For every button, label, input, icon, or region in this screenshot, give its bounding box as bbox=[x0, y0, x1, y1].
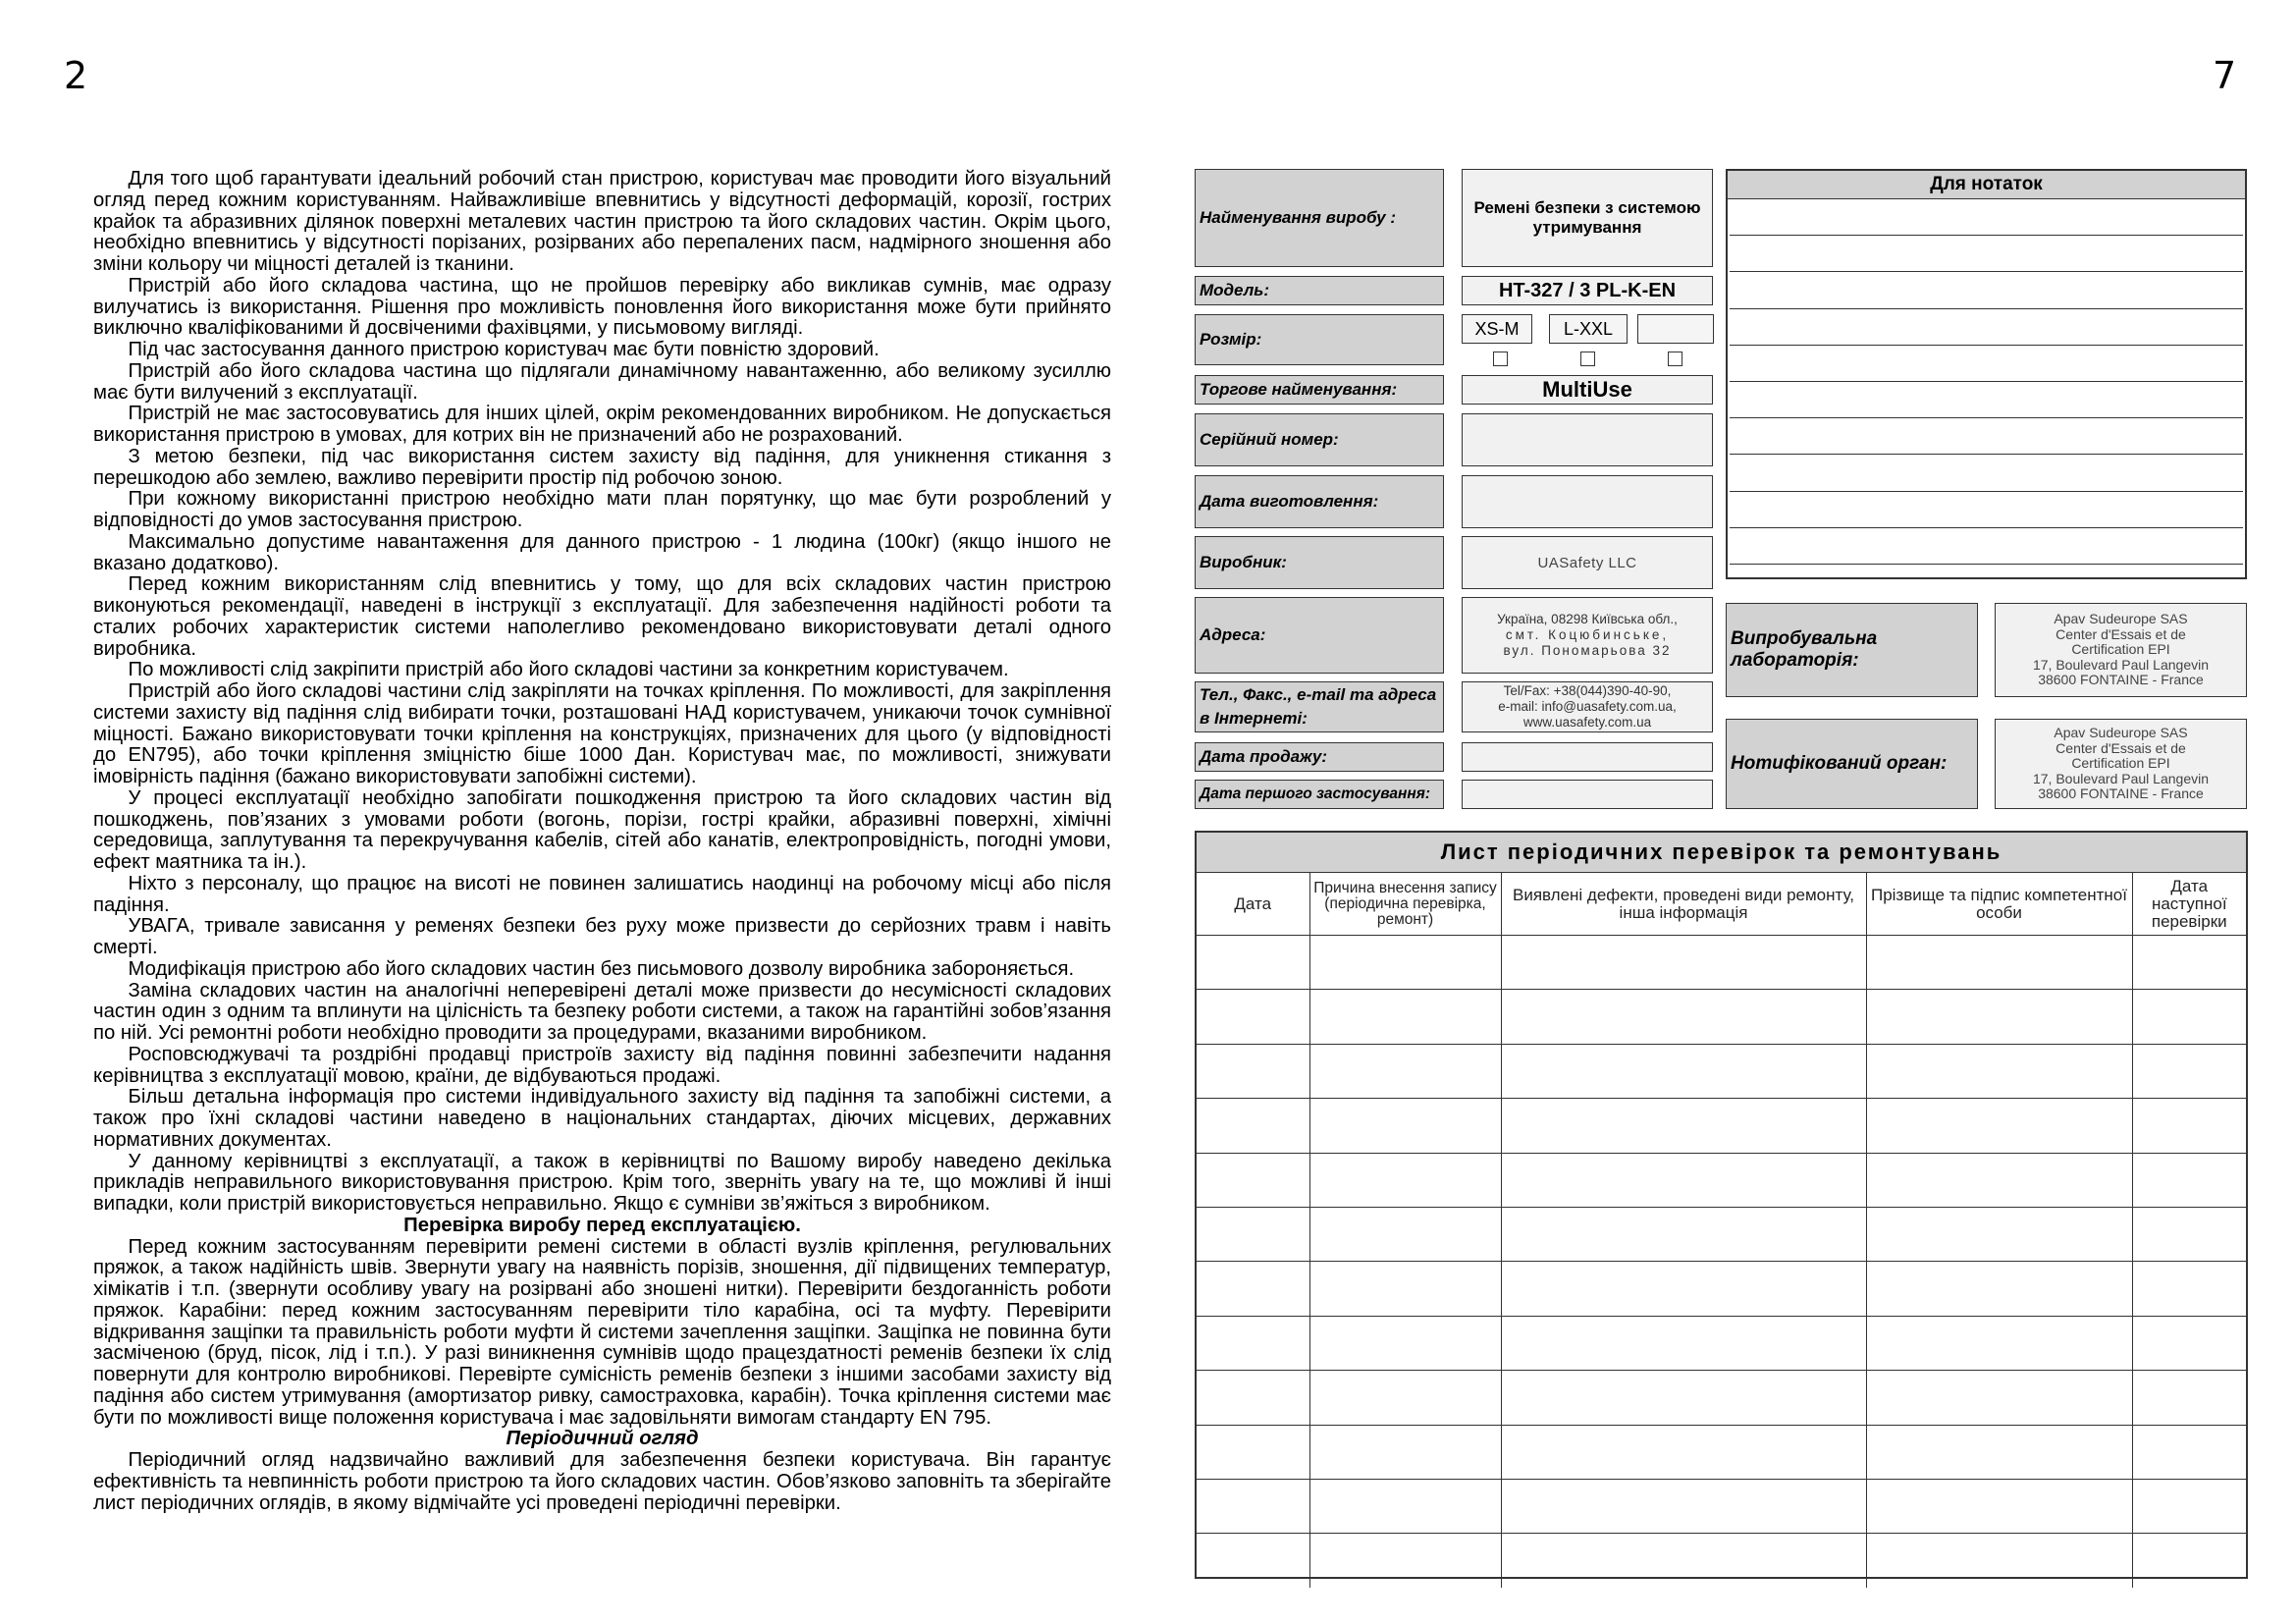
address-line: вул. Пономарьова 32 bbox=[1503, 643, 1672, 658]
contacts-line: www.uasafety.com.ua bbox=[1522, 715, 1652, 730]
table-cell[interactable] bbox=[1866, 1262, 2132, 1316]
table-cell[interactable] bbox=[2132, 1099, 2246, 1153]
table-cell[interactable] bbox=[2132, 1479, 2246, 1533]
note-line[interactable] bbox=[1730, 492, 2243, 528]
manufacturer-value: UASafety LLC bbox=[1462, 536, 1713, 589]
paragraph-group bbox=[93, 169, 1111, 1216]
notes-title: Для нотаток bbox=[1728, 171, 2245, 199]
table-cell[interactable] bbox=[1197, 936, 1309, 990]
table-cell[interactable] bbox=[1501, 1207, 1866, 1261]
note-line[interactable] bbox=[1730, 528, 2243, 565]
table-cell[interactable] bbox=[1501, 1153, 1866, 1207]
paragraph: УВАГА, тривале зависання у ременях безпеки без руху може призвести до серйозних травм і навіть смерті. bbox=[93, 915, 1111, 958]
table-cell[interactable] bbox=[1309, 1262, 1501, 1316]
table-cell[interactable] bbox=[1866, 1425, 2132, 1479]
size-checkbox-xs-m[interactable] bbox=[1493, 352, 1508, 366]
note-line[interactable] bbox=[1730, 455, 2243, 491]
paragraph: Модифікація пристрою або його складових частин без письмового дозволу виробника забороняється. bbox=[128, 957, 1075, 980]
notified-body-line: Apav Sudeurope SAS bbox=[2054, 725, 2188, 741]
paragraph: Пристрій не має застосовуватись для інших цілей, окрім рекомендованних виробником. Не допускається використання пристрою в умовах, для котрих він не призначений або не розрахований. bbox=[93, 403, 1111, 446]
table-cell[interactable] bbox=[1309, 1425, 1501, 1479]
table-cell[interactable] bbox=[2132, 1262, 2246, 1316]
paragraph: Росповсюджувачі та роздрібні продавці пристроїв захисту від падіння повинні забезпечити надання керівництва з експлуатації мовою, країни, де відбуваються продажі. bbox=[93, 1043, 1111, 1087]
column-header-defects: Виявлені дефекти, проведені види ремонту, інша інформація bbox=[1501, 873, 1866, 936]
test-lab-value bbox=[1995, 603, 2247, 697]
table-cell[interactable] bbox=[1197, 1425, 1309, 1479]
table-row bbox=[1197, 936, 2246, 990]
table-row bbox=[1197, 1262, 2246, 1316]
size-option-xs-m: XS-M bbox=[1462, 314, 1532, 344]
table-cell[interactable] bbox=[2132, 1425, 2246, 1479]
test-lab-label: Випробувальна лабораторія: bbox=[1726, 603, 1978, 697]
table-cell[interactable] bbox=[1501, 1316, 1866, 1370]
sale-date-field[interactable] bbox=[1462, 742, 1713, 772]
manufacture-date-label: Дата виготовлення: bbox=[1195, 475, 1444, 528]
notified-body-line: Certification EPI bbox=[2071, 755, 2170, 772]
address-line: Україна, 08298 Київська обл., bbox=[1497, 612, 1678, 626]
notified-body-label: Нотифікований орган: bbox=[1726, 719, 1978, 809]
table-cell[interactable] bbox=[2132, 936, 2246, 990]
inspection-sheet bbox=[1195, 831, 2248, 1579]
address-value bbox=[1462, 597, 1713, 674]
table-row bbox=[1197, 1207, 2246, 1261]
paragraph: По можливості слід закріпити пристрій або його складові частини за конкретним користувачем. bbox=[128, 659, 1009, 681]
serial-number-field[interactable] bbox=[1462, 413, 1713, 466]
column-header-date: Дата bbox=[1197, 873, 1309, 936]
column-header-next-date: Дата наступної перевірки bbox=[2132, 873, 2246, 936]
paragraph: Для того щоб гарантувати ідеальний робочий стан пристрою, користувач має проводити його візуальний огляд перед кожним користуванням. Найважливіше впевнитись у відсутності деформацій, корозії, гострих крайок та абразивних ділянок поверхні металевих частин пристрою та його складових частин. Окрім цього, необхідно впевнитись у відсутності порізаних, розірваних або перепалених пасм, надмірного зношення або зміни кольору чи міцності деталей із тканини. bbox=[93, 168, 1111, 275]
note-line[interactable] bbox=[1730, 199, 2243, 236]
product-name-label: Найменування виробу : bbox=[1195, 169, 1444, 267]
page-number-right: 7 bbox=[2213, 54, 2237, 97]
table-cell[interactable] bbox=[1197, 1153, 1309, 1207]
table-cell[interactable] bbox=[1309, 1207, 1501, 1261]
table-cell[interactable] bbox=[1197, 1534, 1309, 1588]
table-cell[interactable] bbox=[2132, 1044, 2246, 1098]
table-cell[interactable] bbox=[1866, 990, 2132, 1044]
paragraph: З метою безпеки, під час використання систем захисту від падіння, для уникнення стикання з перешкодою або землею, важливо перевірити простір під робочою зоною. bbox=[93, 445, 1111, 489]
table-cell[interactable] bbox=[1866, 1099, 2132, 1153]
table-row bbox=[1197, 1534, 2246, 1588]
notified-body-line: Center d'Essais et de bbox=[2056, 739, 2186, 756]
test-lab-line: 17, Boulevard Paul Langevin bbox=[2032, 656, 2210, 673]
trade-name-label: Торгове найменування: bbox=[1195, 375, 1444, 405]
table-cell[interactable] bbox=[1309, 936, 1501, 990]
paragraph: Заміна складових частин на аналогічні неперевірені деталі може призвести до несумісності складових частин один з одним та вплинути на цілісність та безпеку роботи системи, а також на гарантійні зобов’язання по ній. Усі ремонтні роботи необхідно проводити за процедурами, вказаними виробником. bbox=[93, 979, 1111, 1044]
section-heading-periodic-inspection: Періодичний огляд bbox=[506, 1428, 699, 1450]
note-line[interactable] bbox=[1730, 346, 2243, 382]
instructions-text bbox=[93, 169, 1111, 1514]
table-cell[interactable] bbox=[1197, 1099, 1309, 1153]
contacts-line: Tel/Fax: +38(044)390-40-90, bbox=[1503, 683, 1672, 698]
test-lab-line: Certification EPI bbox=[2071, 641, 2170, 658]
table-cell[interactable] bbox=[2132, 1207, 2246, 1261]
address-label: Адреса: bbox=[1195, 597, 1444, 674]
notified-body-line: 38600 FONTAINE - France bbox=[2038, 785, 2204, 802]
contacts-line: e-mail: info@uasafety.com.ua, bbox=[1498, 699, 1677, 714]
trade-name-value: MultiUse bbox=[1462, 375, 1713, 405]
size-option-blank bbox=[1637, 314, 1714, 344]
first-use-date-field[interactable] bbox=[1462, 780, 1713, 809]
notified-body-line: 17, Boulevard Paul Langevin bbox=[2032, 770, 2210, 786]
table-row bbox=[1197, 1316, 2246, 1370]
inspection-table bbox=[1197, 873, 2246, 1588]
paragraph: Пристрій або його складові частини слід закріпляти на точках кріплення. По можливості, для закріплення системи захисту від падіння слід вибирати точки, розташовані НАД користувачем, уникаючи точок сумнівної міцності. Бажано використовувати точки кріплення на конструкціях, призначених для цього (у відповідності до EN795), або точки кріплення зміцністю біше 1000 Дан. Користувач має, по можливості, знижувати імовірність падіння (бажано використовувати запобіжні системи). bbox=[93, 680, 1111, 787]
paragraph: Ніхто з персоналу, що працює на висоті не повинен залишатись наодинці на робочому місці або після падіння. bbox=[93, 872, 1111, 916]
table-cell[interactable] bbox=[1501, 1371, 1866, 1425]
table-cell[interactable] bbox=[1197, 1262, 1309, 1316]
table-row bbox=[1197, 1479, 2246, 1533]
table-cell[interactable] bbox=[1501, 1479, 1866, 1533]
paragraph: У данному керівництві з експлуатації, а також в керівництві по Вашому виробу наведено декілька прикладів неправильного використовування пристрою. Крім того, зверніть увагу на те, що можливі й інші випадки, коли пристрій використовується неправильно. Якщо є сумніви зв’яжіться з виробником. bbox=[93, 1150, 1111, 1215]
paragraph: Пристрій або його складова частина що підлягали динамічному навантаженню, або великому зусиллю має бути вилучений з експлуатації. bbox=[93, 359, 1111, 404]
note-line[interactable] bbox=[1730, 236, 2243, 272]
size-label: Розмір: bbox=[1195, 314, 1444, 365]
first-use-date-label: Дата першого застосування: bbox=[1195, 780, 1444, 809]
size-checkbox-l-xxl[interactable] bbox=[1580, 352, 1595, 366]
paragraph: Періодичний огляд надзвичайно важливий для забезпечення безпеки користувача. Він гарантує ефективність та невпинність роботи пристрою та його складових частин. Обов’язково заповніть та зберігайте лист періодичних оглядів, в якому відмічайте усі проведені періодичні перевірки. bbox=[93, 1449, 1111, 1514]
test-lab-line: Center d'Essais et de bbox=[2056, 625, 2186, 642]
notes-lines bbox=[1728, 199, 2245, 565]
table-cell[interactable] bbox=[1309, 1534, 1501, 1588]
table-cell[interactable] bbox=[1866, 1479, 2132, 1533]
table-cell[interactable] bbox=[2132, 1316, 2246, 1370]
table-row bbox=[1197, 1099, 2246, 1153]
product-name-value: Ремені безпеки з системою утримування bbox=[1462, 169, 1713, 267]
test-lab-line: 38600 FONTAINE - France bbox=[2038, 672, 2204, 688]
paragraph-group bbox=[93, 1450, 1111, 1514]
serial-number-label: Серійний номер: bbox=[1195, 413, 1444, 466]
table-row bbox=[1197, 1371, 2246, 1425]
table-cell[interactable] bbox=[2132, 990, 2246, 1044]
manufacture-date-field[interactable] bbox=[1462, 475, 1713, 528]
paragraph: Більш детальна інформація про системи індивідуального захисту від падіння та запобіжні системи, а також про їхні складові частини наведено в національних стандартах, діючих місцевих, державних нормативних документах. bbox=[93, 1086, 1111, 1151]
table-cell[interactable] bbox=[1309, 1371, 1501, 1425]
table-row bbox=[1197, 1044, 2246, 1098]
table-cell[interactable] bbox=[1197, 1207, 1309, 1261]
size-option-l-xxl: L-XXL bbox=[1549, 314, 1628, 344]
table-cell[interactable] bbox=[1866, 1371, 2132, 1425]
sale-date-label: Дата продажу: bbox=[1195, 742, 1444, 772]
table-cell[interactable] bbox=[1866, 1316, 2132, 1370]
inspection-sheet-title: Лист періодичних перевірок та ремонтувань bbox=[1197, 833, 2246, 873]
table-cell[interactable] bbox=[1501, 936, 1866, 990]
table-cell[interactable] bbox=[2132, 1153, 2246, 1207]
table-row bbox=[1197, 1425, 2246, 1479]
table-cell[interactable] bbox=[1501, 1044, 1866, 1098]
table-cell[interactable] bbox=[1309, 1044, 1501, 1098]
model-value: HT-327 / 3 PL-K-EN bbox=[1462, 276, 1713, 305]
notes-box bbox=[1726, 169, 2247, 579]
note-line[interactable] bbox=[1730, 382, 2243, 418]
paragraph: У процесі експлуатації необхідно запобігати пошкодження пристрою та його складових частин від пошкоджень, пов’язаних з умовами роботи (вогонь, порізи, гострі крайки, абразивні поверхні, хімічні середовища, заплутування та перекручування кабелів, сітей або канатів, електропровідність, погодні умови, ефект маятника та ін.). bbox=[93, 786, 1111, 873]
table-cell[interactable] bbox=[1309, 1479, 1501, 1533]
inspection-table-body bbox=[1197, 936, 2246, 1588]
note-line[interactable] bbox=[1730, 272, 2243, 308]
column-header-reason: Причина внесення запису (періодична перевірка, ремонт) bbox=[1309, 873, 1501, 936]
address-line: смт. Коцюбинське, bbox=[1505, 627, 1670, 642]
table-cell[interactable] bbox=[1501, 1425, 1866, 1479]
table-cell[interactable] bbox=[1866, 1534, 2132, 1588]
note-line[interactable] bbox=[1730, 309, 2243, 346]
table-cell[interactable] bbox=[1866, 1044, 2132, 1098]
column-header-inspector: Прізвище та підпис компетентної особи bbox=[1866, 873, 2132, 936]
table-cell[interactable] bbox=[1866, 1153, 2132, 1207]
page-number-left: 2 bbox=[64, 54, 88, 97]
paragraph: Пристрій або його складова частина, що не пройшов перевірку або викликав сумнів, має одразу вилучатись із використання. Рішення про можливість поновлення його використання може бути прийнято виключно кваліфікованими й досвіченими фахівцями, у письмовому вигляді. bbox=[93, 274, 1111, 340]
paragraph: Максимально допустиме навантаження для данного пристрою - 1 людина (100кг) (якщо іншого не вказано додатково). bbox=[93, 530, 1111, 574]
model-label: Модель: bbox=[1195, 276, 1444, 305]
table-row bbox=[1197, 990, 2246, 1044]
table-cell[interactable] bbox=[1309, 990, 1501, 1044]
paragraph: При кожному використанні пристрою необхідно мати план порятунку, що має бути розроблений у відповідності до умов застосування пристрою. bbox=[93, 488, 1111, 531]
test-lab-line: Apav Sudeurope SAS bbox=[2054, 611, 2188, 627]
table-cell[interactable] bbox=[1197, 1371, 1309, 1425]
table-cell[interactable] bbox=[1197, 1316, 1309, 1370]
manufacturer-label: Виробник: bbox=[1195, 536, 1444, 589]
note-line[interactable] bbox=[1730, 418, 2243, 455]
paragraph: Перед кожним використанням слід впевнитись у тому, що для всіх складових частин пристрою виконуються рекомендації, наведені в інструкції з експлуатації. Для забезпечення надійності роботи та сталих робочих характеристик системи наполегливо рекомендовано використовувати деталі одного виробника. bbox=[93, 573, 1111, 660]
notified-body-value bbox=[1995, 719, 2247, 809]
paragraph-group bbox=[93, 1237, 1111, 1430]
table-cell[interactable] bbox=[1866, 1207, 2132, 1261]
table-cell[interactable] bbox=[1197, 1479, 1309, 1533]
section-heading-pre-use-check: Перевірка виробу перед експлуатацією. bbox=[403, 1214, 801, 1236]
table-row bbox=[1197, 1153, 2246, 1207]
contacts-value bbox=[1462, 681, 1713, 732]
table-cell[interactable] bbox=[1501, 1099, 1866, 1153]
paragraph: Під час застосування данного пристрою користувач має бути повністю здоровий. bbox=[128, 339, 880, 360]
table-cell[interactable] bbox=[1501, 990, 1866, 1044]
table-cell[interactable] bbox=[1501, 1534, 1866, 1588]
paragraph: Перед кожним застосуванням перевірити ремені системи в області вузлів кріплення, регулювальних пряжок, а також надійність швів. Звернути увагу на наявність порізів, зношення, дії підвищених температур, хімікатів і т.п. (звернути особливу увагу на розірвані або зношені нитки). Перевірити бездоганність роботи пряжок. Карабіни: перед кожним застосуванням перевірити тіло карабіна, осі та муфту. Перевірити відкривання защіпки та правильність роботи муфти й системи зачеплення защіпки. Защіпка не повинна бути засміченою (бруд, пісок, лід і т.п.). У разі виникнення сумнівів щодо працездатності ременів безпеки їх слід повернути для контролю виробникові. Перевірте сумісність ременів безпеки з іншими засобами захисту від падіння або систем утримування (амортизатор ривку, самостраховка, карабін). Точка кріплення системи має бути по можливості вище положення користувача і має задовільняти вимогам стандарту EN 795. bbox=[93, 1235, 1111, 1429]
table-cell[interactable] bbox=[1866, 936, 2132, 990]
contacts-label: Тел., Факс., e-mail та адреса в Інтернеті: bbox=[1195, 681, 1444, 732]
table-cell[interactable] bbox=[1309, 1153, 1501, 1207]
table-cell[interactable] bbox=[1197, 990, 1309, 1044]
size-checkbox-blank[interactable] bbox=[1668, 352, 1682, 366]
table-cell[interactable] bbox=[1197, 1044, 1309, 1098]
table-cell[interactable] bbox=[1501, 1262, 1866, 1316]
table-cell[interactable] bbox=[2132, 1534, 2246, 1588]
table-cell[interactable] bbox=[1309, 1316, 1501, 1370]
table-cell[interactable] bbox=[1309, 1099, 1501, 1153]
table-cell[interactable] bbox=[2132, 1371, 2246, 1425]
